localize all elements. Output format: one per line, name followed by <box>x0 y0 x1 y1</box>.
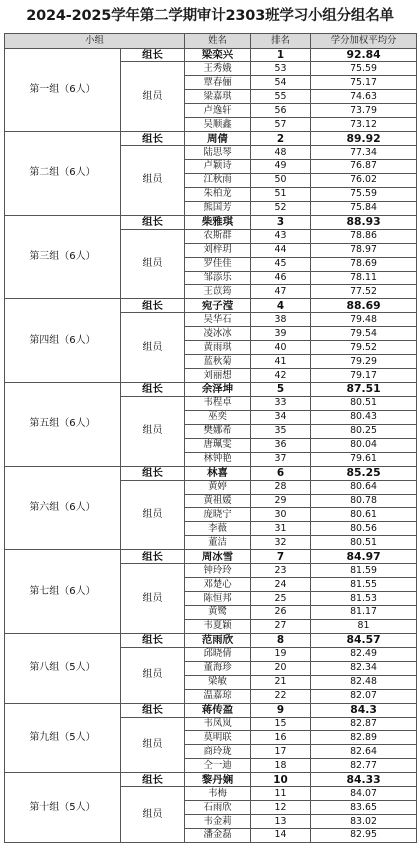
member-rank: 56 <box>251 104 311 118</box>
member-name: 陈恒邦 <box>185 592 251 606</box>
roster-body <box>5 48 417 842</box>
leader-score: 88.93 <box>311 215 417 229</box>
member-score: 79.48 <box>311 313 417 327</box>
member-name: 熊国芳 <box>185 201 251 215</box>
member-name: 梁敏 <box>185 675 251 689</box>
member-rank: 13 <box>251 815 311 829</box>
member-score: 74.63 <box>311 90 417 104</box>
leader-score: 88.69 <box>311 299 417 313</box>
member-score: 77.52 <box>311 285 417 299</box>
header-rank: 排名 <box>251 34 311 49</box>
member-rank: 26 <box>251 606 311 620</box>
role-leader: 组长 <box>121 299 185 313</box>
member-rank: 19 <box>251 647 311 661</box>
member-rank: 15 <box>251 717 311 731</box>
leader-row <box>5 48 417 62</box>
header-name: 姓名 <box>185 34 251 49</box>
member-rank: 32 <box>251 536 311 550</box>
member-name: 钟玲玲 <box>185 564 251 578</box>
member-score: 82.89 <box>311 731 417 745</box>
member-score: 79.52 <box>311 341 417 355</box>
member-score: 79.61 <box>311 452 417 466</box>
member-score: 82.77 <box>311 759 417 773</box>
member-name: 董洁 <box>185 536 251 550</box>
member-score: 79.29 <box>311 355 417 369</box>
group-label: 第四组（6人） <box>5 299 121 383</box>
leader-name: 梁栾兴 <box>185 48 251 62</box>
leader-name: 林喜 <box>185 466 251 480</box>
member-score: 73.12 <box>311 118 417 132</box>
member-rank: 27 <box>251 619 311 633</box>
member-score: 82.49 <box>311 647 417 661</box>
member-name: 刘丽想 <box>185 369 251 383</box>
document-title: 2024-2025学年第二学期审计2303班学习小组分组名单 <box>26 8 394 24</box>
member-score: 79.17 <box>311 369 417 383</box>
member-score: 80.78 <box>311 494 417 508</box>
role-member: 组员 <box>121 396 185 466</box>
header-score: 学分加权平均分 <box>311 34 417 49</box>
group-label: 第七组（6人） <box>5 550 121 634</box>
member-name: 卢颖诗 <box>185 160 251 174</box>
member-name: 唐珮雯 <box>185 438 251 452</box>
member-rank: 23 <box>251 564 311 578</box>
member-score: 82.64 <box>311 745 417 759</box>
member-score: 83.65 <box>311 801 417 815</box>
member-name: 黄祖媛 <box>185 494 251 508</box>
member-rank: 49 <box>251 160 311 174</box>
role-member: 组员 <box>121 717 185 773</box>
member-rank: 46 <box>251 271 311 285</box>
role-leader: 组长 <box>121 215 185 229</box>
member-rank: 31 <box>251 522 311 536</box>
member-name: 王苡筠 <box>185 285 251 299</box>
member-rank: 30 <box>251 508 311 522</box>
group-label: 第六组（6人） <box>5 466 121 550</box>
role-member: 组员 <box>121 480 185 550</box>
leader-rank: 3 <box>251 215 311 229</box>
member-name: 韦程卓 <box>185 396 251 410</box>
member-rank: 47 <box>251 285 311 299</box>
member-name: 蓝秋菊 <box>185 355 251 369</box>
role-leader: 组长 <box>121 550 185 564</box>
member-score: 78.69 <box>311 257 417 271</box>
role-member: 组员 <box>121 313 185 383</box>
leader-score: 84.3 <box>311 703 417 717</box>
member-rank: 52 <box>251 201 311 215</box>
member-score: 76.02 <box>311 173 417 187</box>
member-rank: 53 <box>251 62 311 76</box>
leader-row <box>5 550 417 564</box>
group-label: 第九组（5人） <box>5 703 121 773</box>
member-name: 温嘉琼 <box>185 689 251 703</box>
member-score: 80.25 <box>311 424 417 438</box>
member-rank: 55 <box>251 90 311 104</box>
leader-row <box>5 383 417 397</box>
group-label: 第二组（6人） <box>5 132 121 216</box>
leader-score: 89.92 <box>311 132 417 146</box>
member-score: 80.51 <box>311 396 417 410</box>
member-name: 樊娜希 <box>185 424 251 438</box>
group-label: 第一组（6人） <box>5 48 121 132</box>
member-rank: 20 <box>251 661 311 675</box>
member-name: 莫明联 <box>185 731 251 745</box>
member-rank: 33 <box>251 396 311 410</box>
member-name: 韦金莉 <box>185 815 251 829</box>
leader-rank: 1 <box>251 48 311 62</box>
leader-name: 余泽坤 <box>185 383 251 397</box>
role-member: 组员 <box>121 787 185 843</box>
member-score: 75.59 <box>311 187 417 201</box>
member-score: 75.59 <box>311 62 417 76</box>
member-name: 覃春俪 <box>185 76 251 90</box>
role-leader: 组长 <box>121 466 185 480</box>
role-leader: 组长 <box>121 773 185 787</box>
member-name: 林钟艳 <box>185 452 251 466</box>
member-name: 李薇 <box>185 522 251 536</box>
member-score: 80.56 <box>311 522 417 536</box>
member-name: 卢逸轩 <box>185 104 251 118</box>
member-name: 邓楚心 <box>185 578 251 592</box>
member-rank: 50 <box>251 173 311 187</box>
leader-score: 87.51 <box>311 383 417 397</box>
member-name: 邱晓倩 <box>185 647 251 661</box>
member-name: 潘金磊 <box>185 829 251 843</box>
member-score: 81 <box>311 619 417 633</box>
leader-score: 92.84 <box>311 48 417 62</box>
member-rank: 29 <box>251 494 311 508</box>
member-rank: 57 <box>251 118 311 132</box>
member-rank: 21 <box>251 675 311 689</box>
member-score: 80.64 <box>311 480 417 494</box>
member-score: 80.04 <box>311 438 417 452</box>
member-rank: 35 <box>251 424 311 438</box>
leader-name: 周冰雪 <box>185 550 251 564</box>
leader-rank: 10 <box>251 773 311 787</box>
leader-row <box>5 703 417 717</box>
member-name: 石雨欣 <box>185 801 251 815</box>
group-label: 第八组（5人） <box>5 633 121 703</box>
member-name: 凌冰冰 <box>185 327 251 341</box>
member-score: 81.55 <box>311 578 417 592</box>
member-rank: 51 <box>251 187 311 201</box>
member-rank: 18 <box>251 759 311 773</box>
member-rank: 34 <box>251 410 311 424</box>
member-rank: 11 <box>251 787 311 801</box>
leader-name: 范雨欣 <box>185 633 251 647</box>
member-rank: 42 <box>251 369 311 383</box>
member-name: 韦梅 <box>185 787 251 801</box>
member-rank: 44 <box>251 243 311 257</box>
role-leader: 组长 <box>121 633 185 647</box>
leader-score: 84.97 <box>311 550 417 564</box>
member-name: 江秋雨 <box>185 173 251 187</box>
leader-name: 柴雅琪 <box>185 215 251 229</box>
member-rank: 25 <box>251 592 311 606</box>
member-rank: 38 <box>251 313 311 327</box>
leader-rank: 5 <box>251 383 311 397</box>
role-leader: 组长 <box>121 383 185 397</box>
member-rank: 36 <box>251 438 311 452</box>
member-score: 80.61 <box>311 508 417 522</box>
header-row <box>5 34 417 49</box>
member-score: 82.87 <box>311 717 417 731</box>
member-rank: 39 <box>251 327 311 341</box>
member-rank: 14 <box>251 829 311 843</box>
leader-score: 84.33 <box>311 773 417 787</box>
member-rank: 12 <box>251 801 311 815</box>
member-score: 81.59 <box>311 564 417 578</box>
member-rank: 28 <box>251 480 311 494</box>
member-rank: 54 <box>251 76 311 90</box>
leader-score: 85.25 <box>311 466 417 480</box>
member-rank: 22 <box>251 689 311 703</box>
member-score: 78.97 <box>311 243 417 257</box>
leader-rank: 6 <box>251 466 311 480</box>
leader-rank: 8 <box>251 633 311 647</box>
member-name: 梁嘉琪 <box>185 90 251 104</box>
leader-name: 周倩 <box>185 132 251 146</box>
member-name: 刘梓玥 <box>185 243 251 257</box>
member-name: 巫奕 <box>185 410 251 424</box>
member-score: 79.54 <box>311 327 417 341</box>
member-rank: 17 <box>251 745 311 759</box>
member-name: 邹添乐 <box>185 271 251 285</box>
role-member: 组员 <box>121 647 185 703</box>
leader-score: 84.57 <box>311 633 417 647</box>
member-name: 黄鹭 <box>185 606 251 620</box>
member-score: 82.48 <box>311 675 417 689</box>
leader-row <box>5 299 417 313</box>
leader-name: 黎丹娴 <box>185 773 251 787</box>
header-group: 小组 <box>5 34 185 49</box>
leader-name: 宛子滢 <box>185 299 251 313</box>
member-score: 76.87 <box>311 160 417 174</box>
member-name: 吴华石 <box>185 313 251 327</box>
member-name: 罗佳佳 <box>185 257 251 271</box>
member-name: 董海珍 <box>185 661 251 675</box>
group-label: 第五组（6人） <box>5 383 121 467</box>
member-name: 农斯群 <box>185 229 251 243</box>
member-score: 84.07 <box>311 787 417 801</box>
member-score: 81.17 <box>311 606 417 620</box>
leader-rank: 4 <box>251 299 311 313</box>
role-leader: 组长 <box>121 132 185 146</box>
member-score: 80.43 <box>311 410 417 424</box>
member-score: 75.84 <box>311 201 417 215</box>
member-name: 庞晓宁 <box>185 508 251 522</box>
leader-name: 蒋传盈 <box>185 703 251 717</box>
member-rank: 24 <box>251 578 311 592</box>
member-name: 王秀娥 <box>185 62 251 76</box>
group-label: 第三组（6人） <box>5 215 121 299</box>
member-score: 78.11 <box>311 271 417 285</box>
group-label: 第十组（5人） <box>5 773 121 843</box>
member-score: 77.34 <box>311 146 417 160</box>
member-rank: 41 <box>251 355 311 369</box>
role-member: 组员 <box>121 62 185 132</box>
role-leader: 组长 <box>121 48 185 62</box>
member-name: 吴顺鑫 <box>185 118 251 132</box>
member-score: 80.51 <box>311 536 417 550</box>
member-name: 韦夏颖 <box>185 619 251 633</box>
member-name: 韦凤岚 <box>185 717 251 731</box>
member-score: 78.86 <box>311 229 417 243</box>
member-name: 朱柏龙 <box>185 187 251 201</box>
member-score: 83.02 <box>311 815 417 829</box>
member-score: 82.07 <box>311 689 417 703</box>
member-name: 商玲珑 <box>185 745 251 759</box>
member-score: 75.17 <box>311 76 417 90</box>
role-member: 组员 <box>121 229 185 299</box>
leader-row <box>5 633 417 647</box>
roster-table <box>4 33 417 843</box>
member-rank: 37 <box>251 452 311 466</box>
member-rank: 43 <box>251 229 311 243</box>
role-member: 组员 <box>121 564 185 634</box>
member-score: 81.53 <box>311 592 417 606</box>
member-rank: 16 <box>251 731 311 745</box>
member-name: 仝一迪 <box>185 759 251 773</box>
leader-row <box>5 132 417 146</box>
member-score: 73.79 <box>311 104 417 118</box>
leader-row <box>5 215 417 229</box>
leader-rank: 9 <box>251 703 311 717</box>
member-rank: 48 <box>251 146 311 160</box>
leader-rank: 7 <box>251 550 311 564</box>
member-rank: 40 <box>251 341 311 355</box>
member-rank: 45 <box>251 257 311 271</box>
role-leader: 组长 <box>121 703 185 717</box>
leader-row <box>5 466 417 480</box>
role-member: 组员 <box>121 146 185 216</box>
leader-row <box>5 773 417 787</box>
leader-rank: 2 <box>251 132 311 146</box>
member-name: 陆思琴 <box>185 146 251 160</box>
member-score: 82.34 <box>311 661 417 675</box>
member-score: 82.95 <box>311 829 417 843</box>
member-name: 黄雨琪 <box>185 341 251 355</box>
member-name: 黄婷 <box>185 480 251 494</box>
